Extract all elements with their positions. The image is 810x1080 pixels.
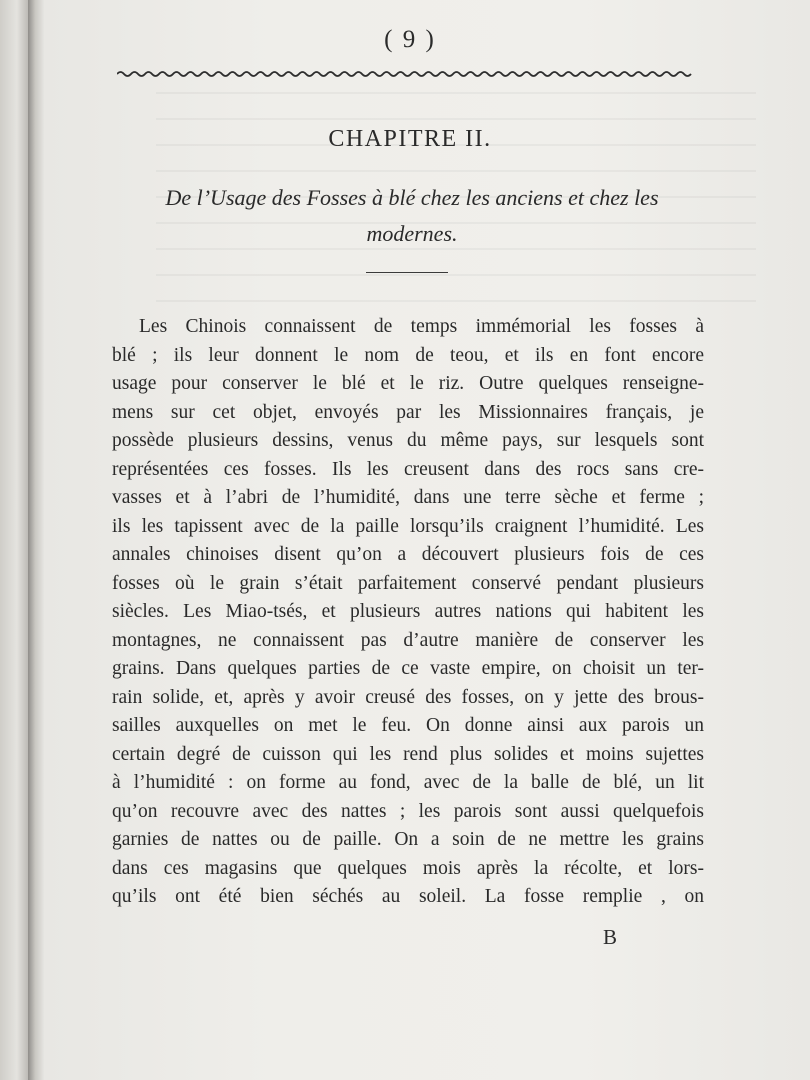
ornamental-rule	[117, 70, 692, 78]
text-line: à l’humidité : on forme au fond, avec de la balle de blé, un lit	[112, 772, 704, 793]
text-line: mens sur cet objet, envoyés par les Missionnaires français, je	[112, 401, 704, 423]
chapter-subtitle-line: De l’Usage des Fosses à blé chez les anciens et chez les	[165, 185, 659, 210]
chapter-title: CHAPITRE II.	[328, 126, 492, 152]
body-paragraph	[112, 313, 704, 912]
left-page-edge	[0, 0, 29, 1080]
text-line: sailles auxquelles on met le feu. On donne ainsi aux parois un	[112, 715, 704, 736]
text-line: dans ces magasins que quelques mois après la récolte, et lors-	[112, 857, 704, 879]
text-line: siècles. Les Miao-tsés, et plusieurs autres nations qui habitent les	[112, 601, 704, 622]
book-gutter	[28, 0, 44, 1080]
text-line: possède plusieurs dessins, venus du même pays, sur lesquels sont	[112, 430, 704, 451]
signature-mark: B	[603, 925, 618, 949]
text-line: représentées ces fosses. Ils les creusent dans des rocs sans cre-	[112, 458, 704, 480]
text-line: grains. Dans quelques parties de ce vaste empire, on choisit un ter-	[112, 658, 704, 679]
section-divider	[366, 272, 448, 273]
text-line: fosses où le grain s’était parfaitement conservé pendant plusieurs	[112, 572, 704, 594]
text-line: vasses et à l’abri de l’humidité, dans une terre sèche et ferme ;	[112, 487, 704, 508]
text-line: blé ; ils leur donnent le nom de teou, et ils en font encore	[112, 344, 704, 366]
page-number: ( 9 )	[384, 26, 436, 53]
text-line: rain solide, et, après y avoir creusé des fosses, on y jette des brous-	[112, 686, 704, 708]
text-line: Les Chinois connaissent de temps immémorial les fosses à	[139, 316, 704, 337]
text-line: garnies de nattes ou de paille. On a soin de ne mettre les grains	[112, 829, 704, 850]
text-line: montagnes, ne connaissent pas d’autre manière de conserver les	[112, 629, 704, 651]
text-line: ils les tapissent avec de la paille lorsqu’ils craignent l’humidité. Les	[112, 515, 704, 537]
text-line: usage pour conserver le blé et le riz. Outre quelques renseigne-	[112, 373, 704, 394]
text-line: qu’on recouvre avec des nattes ; les parois sont aussi quelquefois	[112, 800, 704, 822]
text-line: annales chinoises disent qu’on a découvert plusieurs fois de ces	[112, 544, 704, 565]
chapter-subtitle-line: modernes.	[366, 221, 458, 246]
text-line: certain degré de cuisson qui les rend plus solides et moins sujettes	[112, 743, 704, 765]
chapter-subtitle	[112, 180, 712, 252]
text-line: qu’ils ont été bien séchés au soleil. La fosse remplie , on	[112, 886, 704, 907]
